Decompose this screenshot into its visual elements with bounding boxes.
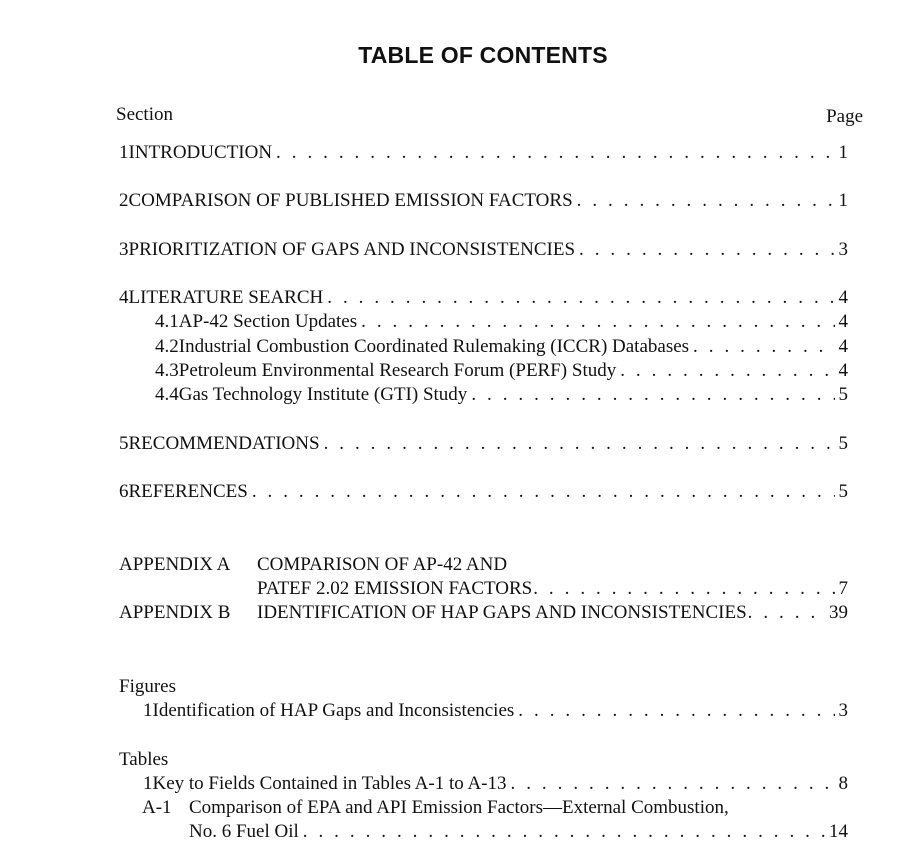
section-number: 4	[119, 287, 129, 308]
section-number: 4.1	[155, 311, 179, 332]
dot-leader	[620, 359, 834, 383]
section-number: 2	[119, 190, 129, 211]
dot-leader	[471, 383, 834, 407]
section-number: 4.2	[155, 336, 179, 357]
page-number: 4	[838, 360, 848, 381]
section-number: 4.4	[155, 384, 179, 405]
page-number: 8	[838, 773, 848, 794]
toc-entry-4-1[interactable]	[155, 310, 848, 334]
page-number: 5	[838, 481, 848, 502]
appendix-a-entry[interactable]	[257, 577, 848, 601]
section-title: COMPARISON OF PUBLISHED EMISSION FACTORS	[128, 190, 573, 211]
section-title: PRIORITIZATION OF GAPS AND INCONSISTENCIES	[128, 239, 576, 260]
dot-leader	[518, 699, 834, 723]
section-number: 6	[119, 481, 129, 502]
page-number: 3	[838, 239, 848, 260]
toc-entry-4-3[interactable]	[155, 359, 848, 383]
dot-leader	[303, 820, 825, 844]
page-number: 1	[838, 190, 848, 211]
page-number: 5	[838, 384, 848, 405]
page-number: 14	[829, 821, 848, 842]
dot-leader	[577, 189, 835, 213]
section-title: REFERENCES	[128, 481, 248, 502]
dot-leader	[276, 141, 834, 165]
section-title: RECOMMENDATIONS	[128, 433, 320, 454]
section-number: 4.3	[155, 360, 179, 381]
table-title: No. 6 Fuel Oil	[189, 821, 299, 842]
page-number: 39	[829, 602, 848, 623]
appendix-a-label: APPENDIX A	[119, 554, 231, 575]
page-column-header: Page	[826, 106, 863, 127]
table-a1-title-line1[interactable]: Comparison of EPA and API Emission Factors—External Combustion,	[189, 797, 729, 818]
dot-leader	[693, 335, 834, 359]
tables-heading: Tables	[119, 749, 169, 770]
appendix-b-label: APPENDIX B	[119, 602, 231, 623]
page-number: 4	[838, 311, 848, 332]
toc-entry-1[interactable]	[119, 141, 848, 165]
section-title: LITERATURE SEARCH	[128, 287, 324, 308]
section-title: INTRODUCTION	[128, 142, 273, 163]
section-number: 1	[119, 142, 129, 163]
page-number: 4	[838, 336, 848, 357]
section-number: 3	[119, 239, 129, 260]
table-entry-1[interactable]	[142, 772, 848, 796]
section-column-header: Section	[116, 104, 173, 125]
section-title: Industrial Combustion Coordinated Rulemaking (ICCR) Databases	[178, 336, 690, 357]
toc-entry-4-4[interactable]	[155, 383, 848, 407]
toc-entry-5[interactable]	[119, 432, 848, 456]
appendix-title: PATEF 2.02 EMISSION FACTORS	[257, 578, 533, 599]
page-number: 1	[838, 142, 848, 163]
section-number: 5	[119, 433, 129, 454]
page-number: 4	[838, 287, 848, 308]
dot-leader	[748, 601, 825, 625]
page-title: TABLE OF CONTENTS	[358, 42, 608, 68]
page-number: 7	[838, 578, 848, 599]
dot-leader	[252, 480, 835, 504]
table-a1-number: A-1	[142, 797, 172, 818]
toc-entry-3[interactable]	[119, 238, 848, 262]
dot-leader	[361, 310, 834, 334]
toc-entry-2[interactable]	[119, 189, 848, 213]
dot-leader	[511, 772, 835, 796]
table-title: Key to Fields Contained in Tables A-1 to A-13	[152, 773, 507, 794]
page-number: 3	[838, 700, 848, 721]
dot-leader	[327, 286, 834, 310]
toc-entry-4-2[interactable]	[155, 335, 848, 359]
dot-leader	[533, 577, 834, 601]
figure-entry-1[interactable]	[142, 699, 848, 723]
table-number: 1	[143, 773, 153, 794]
figure-number: 1	[143, 700, 153, 721]
toc-entry-6[interactable]	[119, 480, 848, 504]
dot-leader	[579, 238, 834, 262]
appendix-b-entry[interactable]	[257, 601, 848, 625]
appendix-title: IDENTIFICATION OF HAP GAPS AND INCONSISTENCIES	[257, 602, 747, 623]
figure-title: Identification of HAP Gaps and Inconsistencies	[152, 700, 515, 721]
section-title: AP-42 Section Updates	[178, 311, 358, 332]
page-number: 5	[838, 433, 848, 454]
figures-heading: Figures	[119, 676, 176, 697]
dot-leader	[324, 432, 835, 456]
appendix-a-title-line1[interactable]: COMPARISON OF AP-42 AND	[257, 554, 508, 575]
toc-entry-4[interactable]	[119, 286, 848, 310]
section-title: Petroleum Environmental Research Forum (PERF) Study	[178, 360, 617, 381]
table-entry-a1[interactable]	[189, 820, 848, 844]
section-title: Gas Technology Institute (GTI) Study	[178, 384, 468, 405]
